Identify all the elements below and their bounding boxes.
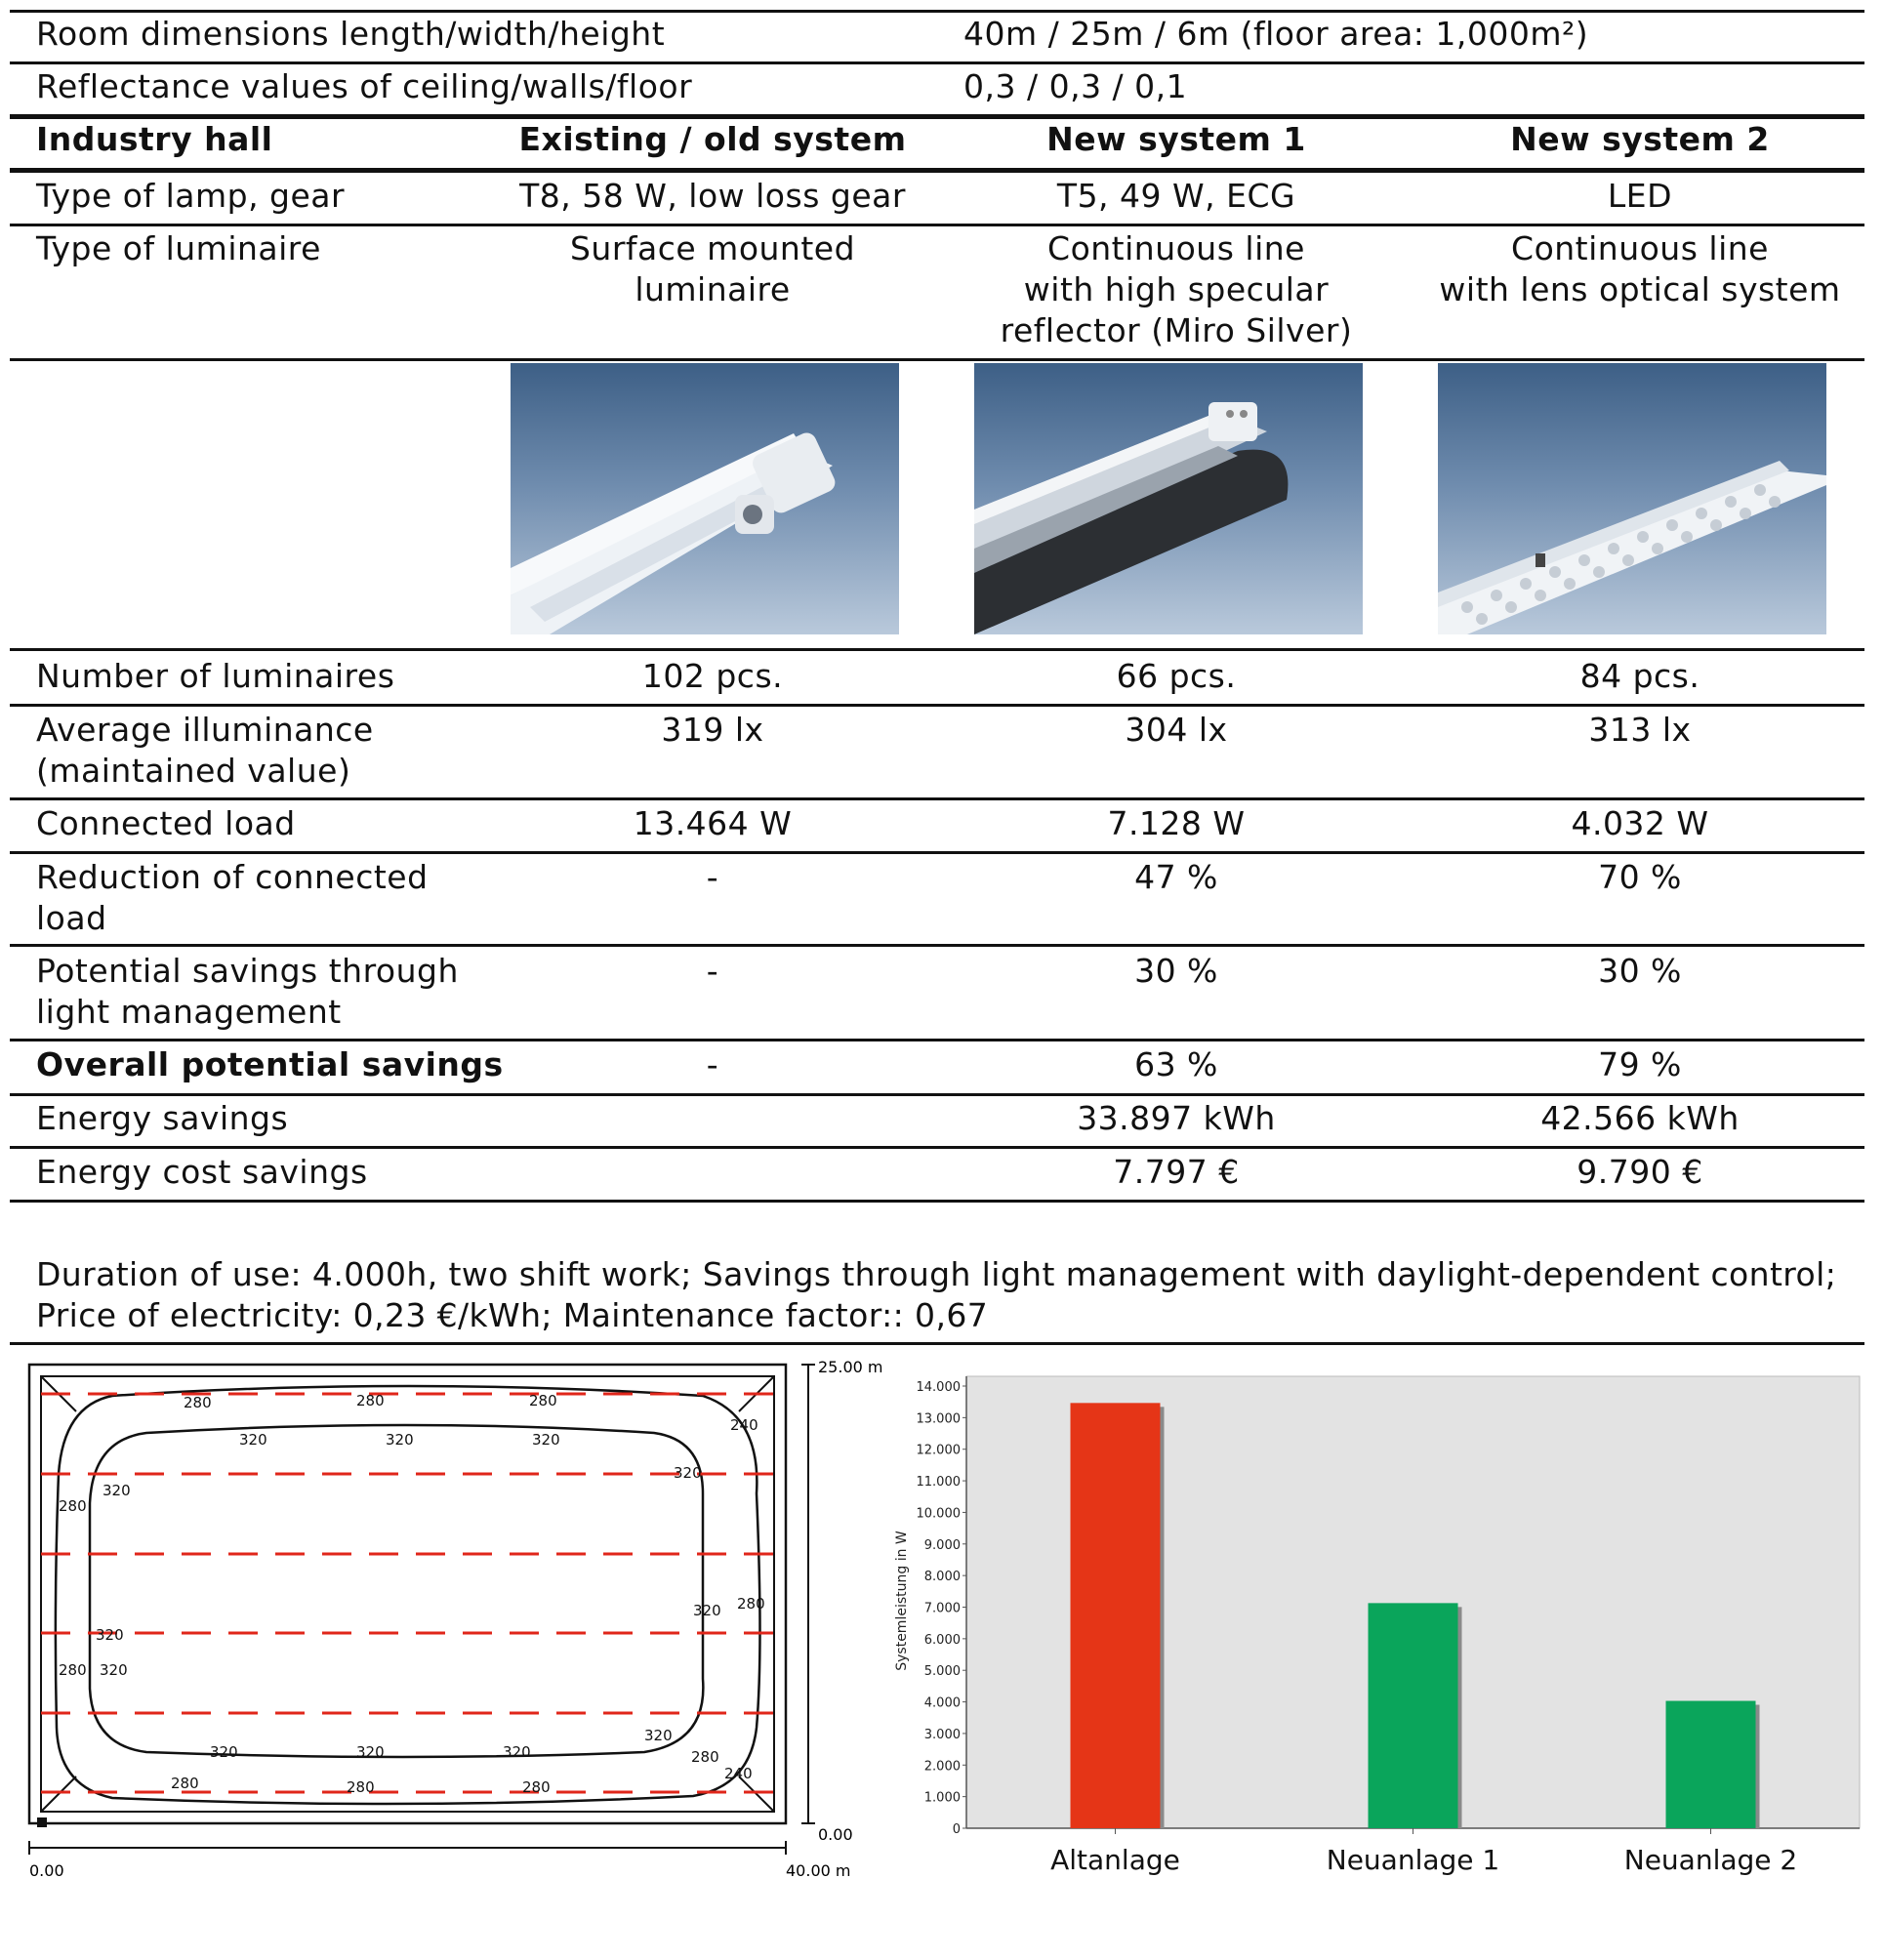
contour-label: 320 [239,1431,267,1449]
row-label: Type of luminaire [36,229,321,267]
contour-label: 280 [356,1392,385,1409]
y-tick-label: 10.000 [916,1506,961,1522]
rule [10,648,1864,651]
row-value-old: - [706,1045,719,1083]
x-axis-end: 40.00 m [786,1861,851,1880]
footnote: Duration of use: 4.000h, two shift work; Savings through light management with daylight-dependent control; Price of electricity: 0,23 €/kWh; Maintenance factor:: 0,67 [36,1255,1837,1334]
luminaire-photo-surface-mounted [511,363,899,634]
rule [10,1093,1864,1096]
header-new-system-2: New system 2 [1510,120,1770,158]
row-value-new1: 47 % [1134,858,1218,896]
rule-heavy [10,168,1864,173]
row-value-old: Surface mounted luminaire [569,229,856,308]
x-category-label: Neuanlage 1 [1326,1844,1500,1876]
row-value-old: 13.464 W [633,804,793,842]
row-label: Connected load [36,804,296,842]
y-tick-label: 13.000 [916,1411,961,1427]
row-value-new2: 84 pcs. [1579,657,1700,695]
x-category-label: Altanlage [1050,1844,1180,1876]
contour-label: 320 [674,1464,702,1482]
contour-label: 280 [529,1392,557,1409]
contour-label: 320 [644,1727,673,1744]
room-dimensions-label: Room dimensions length/width/height [36,15,666,53]
y-axis-end: 25.00 m [818,1358,883,1376]
contour-label: 320 [210,1743,238,1761]
row-value-new2: 9.790 € [1577,1153,1703,1191]
row-value-new1: T5, 49 W, ECG [1056,177,1296,215]
bar-neuanlage-1 [1369,1603,1458,1828]
row-label: Average illuminance (maintained value) [36,711,374,790]
connected-load-bar-chart [883,1357,1869,1903]
row-value-old: - [706,952,719,990]
contour-label: 320 [102,1482,131,1499]
row-label: Reduction of connected load [36,858,429,937]
rule [10,1039,1864,1041]
row-value-new2: LED [1607,177,1673,215]
header-existing-system: Existing / old system [518,120,907,158]
row-value-new2: 42.566 kWh [1540,1099,1740,1137]
row-value-old: - [706,858,719,896]
row-value-new2: 313 lx [1588,711,1692,749]
row-value-new2: 4.032 W [1571,804,1709,842]
y-tick-label: 8.000 [923,1570,961,1585]
row-label: Type of lamp, gear [36,177,346,215]
contour-label: 320 [356,1743,385,1761]
contour-label: 320 [96,1626,124,1644]
y-tick-label: 11.000 [916,1475,961,1490]
contour-label: 280 [737,1595,765,1613]
isolux-diagram [20,1357,883,1903]
rule [10,10,1864,13]
row-value-new1: Continuous line with high specular reflector (Miro Silver) [1000,229,1353,349]
rule [10,61,1864,64]
reflectance-value: 0,3 / 0,3 / 0,1 [963,67,1188,105]
y-axis-start: 0.00 [818,1825,853,1844]
row-value-new1: 7.797 € [1113,1153,1240,1191]
contour-label: 240 [730,1416,758,1434]
header-new-system-1: New system 1 [1046,120,1306,158]
rule [10,851,1864,854]
contour-label: 280 [691,1748,719,1766]
row-value-new2: 70 % [1598,858,1682,896]
row-value-new1: 30 % [1134,952,1218,990]
rule [10,797,1864,800]
y-tick-label: 9.000 [923,1537,961,1553]
bar-neuanlage-2 [1666,1701,1756,1828]
row-value-new2: Continuous line with lens optical system [1439,229,1841,308]
row-value-old: 102 pcs. [641,657,784,695]
contour-label: 320 [693,1602,721,1619]
rule [10,224,1864,226]
row-value-old: 319 lx [661,711,764,749]
row-label: Energy savings [36,1099,289,1137]
origin-marker [37,1817,47,1827]
row-label: Overall potential savings [36,1045,504,1083]
contour-label: 240 [724,1765,753,1782]
row-label: Energy cost savings [36,1153,368,1191]
contour-label: 320 [386,1431,414,1449]
contour-label: 280 [522,1778,551,1796]
y-tick-label: 7.000 [923,1601,961,1616]
row-value-old: T8, 58 W, low loss gear [519,177,906,215]
row-label: Number of luminaires [36,657,395,695]
contour-label: 320 [503,1743,531,1761]
y-tick-label: 4.000 [923,1695,961,1711]
bar-altanlage [1071,1403,1161,1828]
y-axis-label: Systemleistung in W [894,1531,910,1671]
contour-label: 320 [532,1431,560,1449]
contour-label: 280 [347,1778,375,1796]
rule [10,1342,1864,1345]
y-tick-label: 14.000 [916,1380,961,1395]
row-value-new1: 63 % [1134,1045,1218,1083]
y-tick-label: 2.000 [923,1759,961,1775]
rule [10,1146,1864,1149]
y-tick-label: 6.000 [923,1632,961,1648]
rule [10,944,1864,947]
contour-label: 320 [100,1661,128,1679]
rule [10,704,1864,707]
row-label: Potential savings through light management [36,952,459,1031]
x-axis-start: 0.00 [29,1861,64,1880]
luminaire-photo-continuous-line-lens [1438,363,1826,634]
luminaire-photo-continuous-line-reflector [974,363,1363,634]
rule [10,1200,1864,1203]
y-tick-label: 5.000 [923,1664,961,1680]
y-tick-label: 12.000 [916,1443,961,1458]
row-value-new1: 33.897 kWh [1077,1099,1276,1137]
reflectance-label: Reflectance values of ceiling/walls/floor [36,67,693,105]
contour-label: 280 [171,1775,199,1792]
row-value-new1: 7.128 W [1107,804,1246,842]
row-value-new2: 79 % [1598,1045,1682,1083]
x-category-label: Neuanlage 2 [1623,1844,1798,1876]
contour-label: 280 [184,1394,212,1411]
contour-label: 280 [59,1661,87,1679]
row-value-new1: 304 lx [1125,711,1228,749]
header-industry-hall: Industry hall [36,120,273,158]
row-value-new2: 30 % [1598,952,1682,990]
y-tick-label: 3.000 [923,1727,961,1742]
row-value-new1: 66 pcs. [1116,657,1237,695]
y-tick-label: 1.000 [923,1790,961,1806]
contour-label: 280 [59,1497,87,1515]
room-dimensions-value: 40m / 25m / 6m (floor area: 1,000m²) [963,15,1589,53]
rule [10,358,1864,361]
y-tick-label: 0 [952,1822,961,1837]
